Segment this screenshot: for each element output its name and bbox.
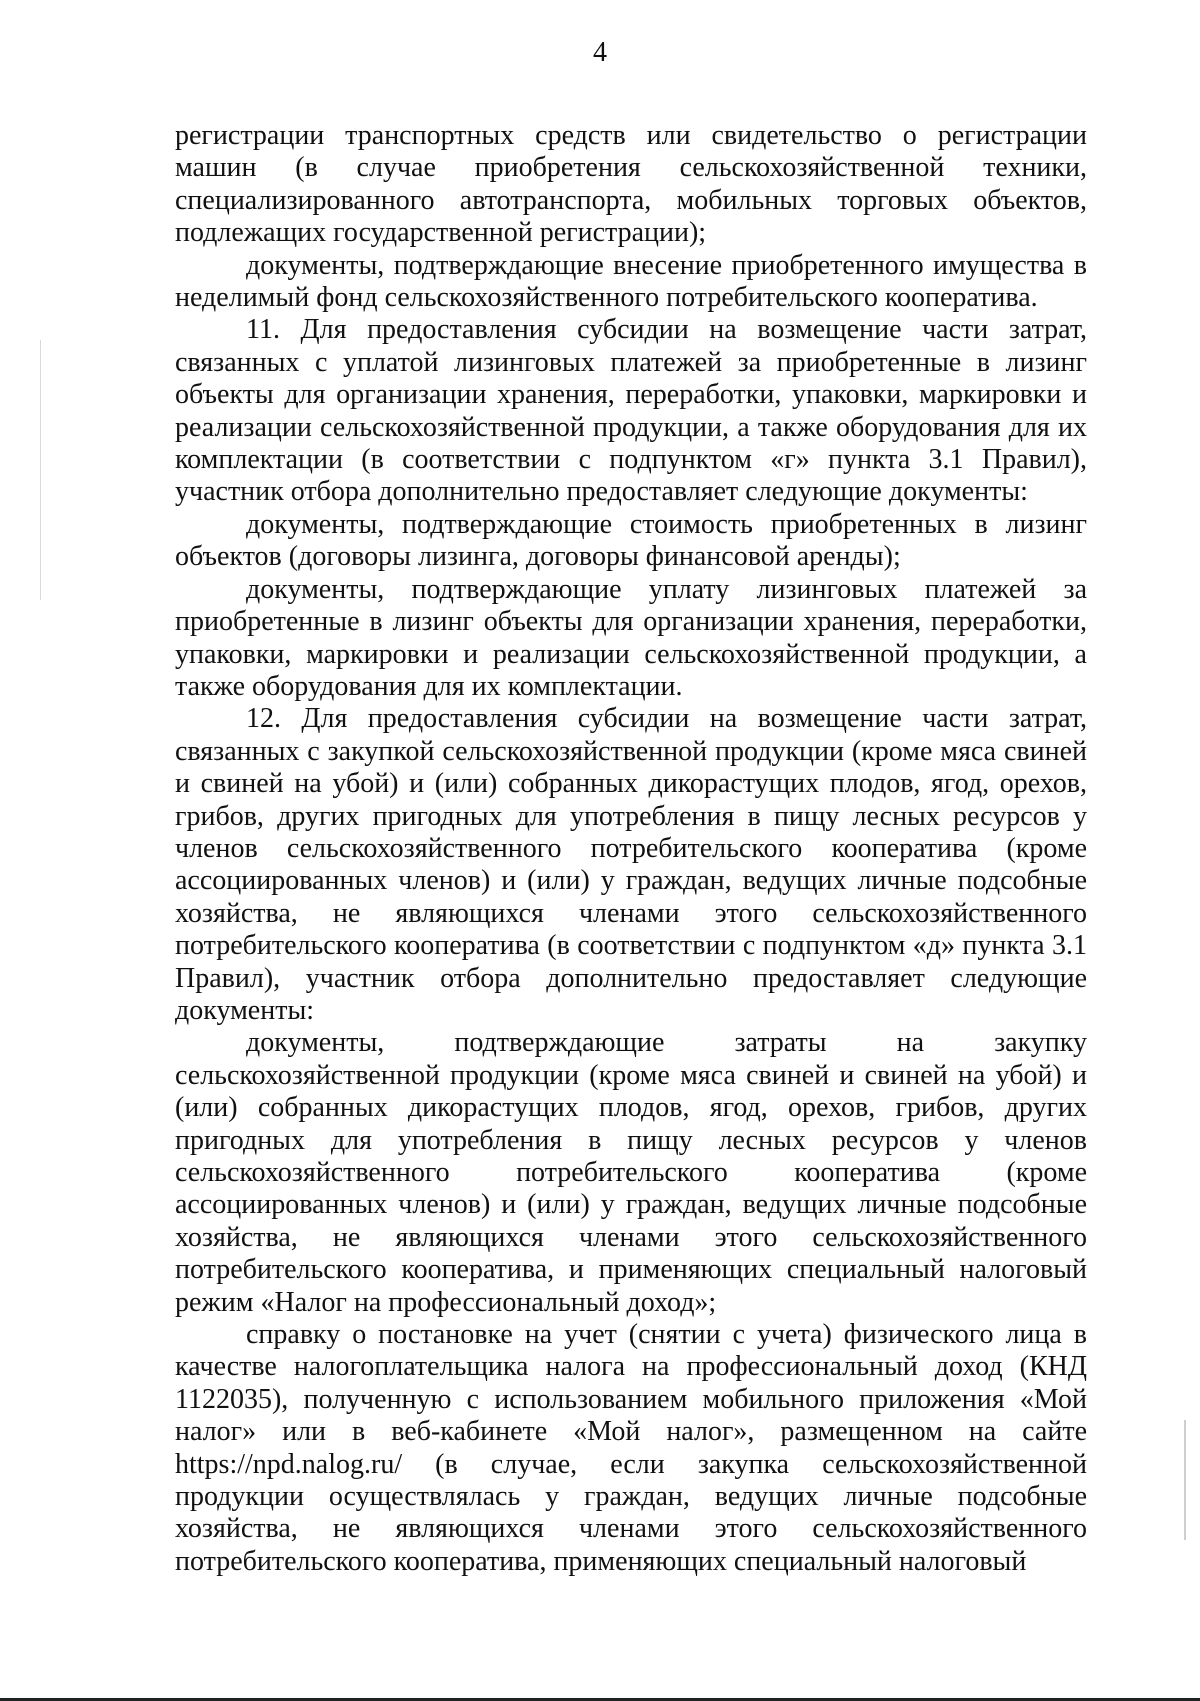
paragraph-item-11: 11. Для предоставления субсидии на возмещение части затрат, связанных с уплатой лизинговых платежей за приобретенные в лизинг объекты для организации хранения, переработки, упаковки, маркировки и реализации сельскохозяйственной продукции, а также оборудования для их комплектации (в соответствии с подпунктом «г» пункта 3.1 Правил), участник отбора дополнительно предоставляет следующие документы: xyxy=(175,314,1087,508)
document-body xyxy=(175,120,1087,1578)
paragraph-tax-registration-certificate: справку о постановке на учет (снятии с учета) физического лица в качестве налогоплательщика налога на профессиональный доход (КНД 1122035), полученную с использованием мобильного приложения «Мой налог» или в веб-кабинете «Мой налог», размещенном на сайте https://npd.nalog.ru/ (в случае, если закупка сельскохозяйственной продукции осуществлялась у граждан, ведущих личные подсобные хозяйства, не являющихся членами этого сельскохозяйственного потребительского кооператива, применяющих специальный налоговый xyxy=(175,1319,1087,1577)
paragraph-leasing-payment-docs: документы, подтверждающие уплату лизинговых платежей за приобретенные в лизинг объекты для организации хранения, переработки, упаковки, маркировки и реализации сельскохозяйственной продукции, а также оборудования для их комплектации. xyxy=(175,573,1087,702)
paragraph-item-12: 12. Для предоставления субсидии на возмещение части затрат, связанных с закупкой сельскохозяйственной продукции (кроме мяса свиней и свиней на убой) и (или) собранных дикорастущих плодов, ягод, орехов, грибов, других пригодных для употребления в пищу лесных ресурсов у членов сельскохозяйственного потребительского кооператива (кроме ассоциированных членов) и (или) у граждан, ведущих личные подсобные хозяйства, не являющихся членами этого сельскохозяйственного потребительского кооператива (в соответствии с подпунктом «д» пункта 3.1 Правил), участник отбора дополнительно предоставляет следующие документы: xyxy=(175,703,1087,1026)
paragraph-indivisible-fund: документы, подтверждающие внесение приобретенного имущества в неделимый фонд сельскохозяйственного потребительского кооператива. xyxy=(175,249,1087,314)
paragraph-vehicle-registration: регистрации транспортных средств или свидетельство о регистрации машин (в случае приобретения сельскохозяйственной техники, специализированного автотранспорта, мобильных торговых объектов, подлежащих государственной регистрации); xyxy=(175,120,1087,249)
page-number: 4 xyxy=(593,37,607,68)
scan-edge-right xyxy=(1184,1420,1186,1540)
scan-edge-left xyxy=(40,340,41,600)
paragraph-purchase-cost-docs: документы, подтверждающие затраты на закупку сельскохозяйственной продукции (кроме мяса свиней и свиней на убой) и (или) собранных дикорастущих плодов, ягод, орехов, грибов, других пригодных для употребления в пищу лесных ресурсов у членов сельскохозяйственного потребительского кооператива (кроме ассоциированных членов) и (или) у граждан, ведущих личные подсобные хозяйства, не являющихся членами этого сельскохозяйственного потребительского кооператива, и применяющих специальный налоговый режим «Налог на профессиональный доход»; xyxy=(175,1027,1087,1318)
paragraph-leasing-cost-docs: документы, подтверждающие стоимость приобретенных в лизинг объектов (договоры лизинга, договоры финансовой аренды); xyxy=(175,508,1087,573)
